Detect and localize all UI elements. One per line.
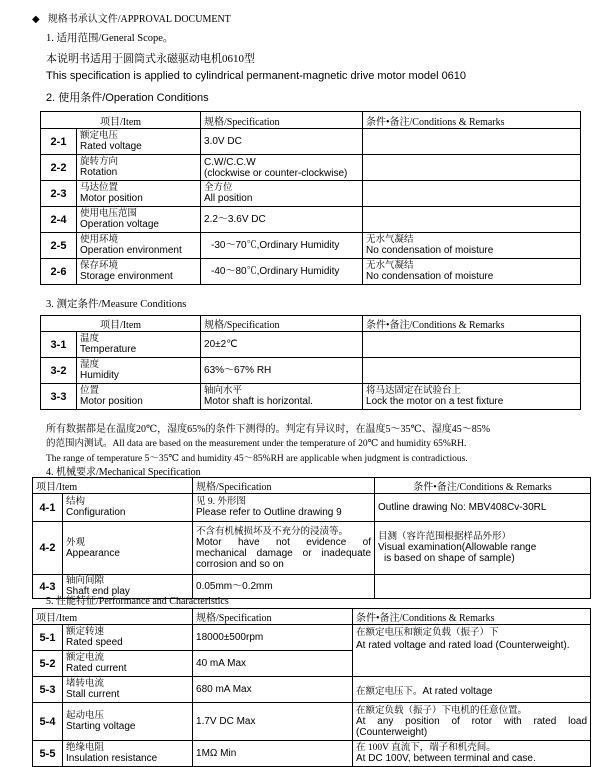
item-en: Operation voltage bbox=[80, 219, 159, 230]
remarks-cell bbox=[353, 625, 591, 677]
row-number: 5-5 bbox=[33, 741, 63, 767]
item-zh: 结构 bbox=[66, 497, 86, 507]
row-number: 4-2 bbox=[33, 522, 63, 575]
spec-line: Please refer to Outline drawing 9 bbox=[196, 507, 342, 518]
row-number: 5-1 bbox=[33, 625, 63, 651]
remarks-cell: Outline drawing No: MBV408Cv-30RL bbox=[375, 494, 591, 522]
row-number: 2-4 bbox=[41, 207, 77, 233]
performance-table bbox=[32, 608, 591, 767]
spec-cell: 1.7V DC Max bbox=[193, 703, 353, 741]
remarks-cell bbox=[363, 332, 581, 358]
measure-note-line-1: 所有数据都是在温度20℃，湿度65%的条件下测得的。判定有异议时，在温度5～35℃、湿度45～85% bbox=[46, 424, 491, 435]
header-item: 项目/Item bbox=[33, 478, 193, 494]
remarks-cell bbox=[353, 741, 591, 767]
spec-cell: -30～70℃,Ordinary Humidity bbox=[201, 233, 363, 259]
row-number: 4-1 bbox=[33, 494, 63, 522]
remarks-cell bbox=[353, 677, 591, 703]
header-remarks: 条件•备注/Conditions & Remarks bbox=[375, 478, 591, 494]
item-cell bbox=[77, 332, 201, 358]
item-en: Operation environment bbox=[80, 245, 182, 256]
remarks-en: At rated voltage bbox=[422, 685, 493, 697]
item-zh: 堵转电流 bbox=[66, 679, 105, 689]
bullet-icon: ◆ bbox=[32, 14, 40, 25]
header-spec: 规格/Specification bbox=[201, 316, 363, 332]
remarks-zh: 在额定负载（振子）下电机的任意位置。 bbox=[356, 705, 528, 716]
remarks-cell bbox=[353, 703, 591, 741]
header-remarks: 条件•备注/Conditions & Remarks bbox=[363, 316, 581, 332]
item-zh: 保存环境 bbox=[80, 261, 119, 271]
item-en: Motor position bbox=[80, 396, 143, 407]
remarks-zh: 在额定电压下。 bbox=[356, 686, 423, 697]
spec-cell: 680 mA Max bbox=[193, 677, 353, 703]
spec-cell: 20±2℃ bbox=[201, 332, 363, 358]
remarks-cell bbox=[363, 155, 581, 181]
remarks-cell bbox=[375, 575, 591, 599]
row-number: 3-1 bbox=[41, 332, 77, 358]
row-number: 2-1 bbox=[41, 129, 77, 155]
spec-line: Motor have not evidence of bbox=[196, 536, 372, 548]
header-item: 项目/Item bbox=[41, 316, 201, 332]
measure-note-line-2: 的范围内测试。All data are based on the measurement under the temperature of 20℃ and humidity 65%RH. bbox=[46, 439, 467, 449]
remarks-cell bbox=[363, 207, 581, 233]
spec-line: Motor shaft is horizontal. bbox=[204, 396, 313, 407]
spec-cell: 2.2～3.6V DC bbox=[201, 207, 363, 233]
item-zh: 额定电流 bbox=[66, 653, 105, 663]
remarks-en: Lock the motor on a test fixture bbox=[366, 396, 504, 407]
item-zh: 旋转方向 bbox=[80, 157, 119, 167]
remarks-cell bbox=[363, 129, 581, 155]
item-cell bbox=[77, 358, 201, 384]
header-item: 项目/Item bbox=[33, 609, 193, 625]
remarks-cell bbox=[363, 233, 581, 259]
item-cell bbox=[63, 703, 193, 741]
item-zh: 温度 bbox=[80, 334, 100, 344]
row-number: 5-2 bbox=[33, 651, 63, 677]
remarks-cell bbox=[363, 181, 581, 207]
header-item: 项目/Item bbox=[41, 112, 201, 129]
item-zh: 位置 bbox=[80, 386, 100, 396]
remarks-cell bbox=[363, 259, 581, 285]
header-remarks: 条件•备注/Conditions & Remarks bbox=[353, 609, 591, 625]
spec-cell: 1MΩ Min bbox=[193, 741, 353, 767]
row-number: 5-3 bbox=[33, 677, 63, 703]
spec-cell bbox=[201, 155, 363, 181]
spec-line: corrosion and so on bbox=[196, 558, 284, 570]
item-cell bbox=[63, 494, 193, 522]
remarks-line: Visual examination(Allowable range bbox=[378, 542, 537, 553]
item-cell bbox=[63, 522, 193, 575]
item-zh: 使用电压范围 bbox=[80, 209, 138, 219]
section-5-title: 5. 性能特征/Performance and Characteristics bbox=[46, 596, 229, 607]
item-en: Shaft end play bbox=[66, 586, 130, 597]
remarks-cell bbox=[375, 522, 591, 575]
header-spec: 规格/Specification bbox=[201, 112, 363, 129]
spec-zh: 见 9. 外形图 bbox=[196, 497, 246, 507]
item-cell bbox=[77, 233, 201, 259]
mechanical-spec-table bbox=[32, 477, 591, 599]
item-zh: 额定转速 bbox=[66, 627, 105, 637]
row-number: 3-2 bbox=[41, 358, 77, 384]
item-en: Starting voltage bbox=[66, 721, 136, 732]
spec-cell: 3.0V DC bbox=[201, 129, 363, 155]
item-en: Temperature bbox=[80, 344, 137, 355]
remarks-line: is based on shape of sample) bbox=[384, 553, 515, 564]
spec-line: C.W/C.C.W bbox=[204, 156, 256, 168]
item-zh: 马达位置 bbox=[80, 183, 119, 193]
spec-line: mechanical damage or inadequate bbox=[196, 547, 372, 559]
item-cell bbox=[77, 181, 201, 207]
item-zh: 外观 bbox=[66, 537, 86, 548]
item-en: Motor position bbox=[80, 193, 143, 204]
spec-cell bbox=[201, 384, 363, 410]
spec-cell: 40 mA Max bbox=[193, 651, 353, 677]
item-en: Configuration bbox=[66, 507, 126, 518]
item-cell bbox=[63, 625, 193, 651]
spec-cell: 18000±500rpm bbox=[193, 625, 353, 651]
item-en: Rated voltage bbox=[80, 141, 142, 152]
spec-zh: 轴向水平 bbox=[204, 386, 243, 396]
item-zh: 额定电压 bbox=[80, 131, 119, 141]
section-1-title: 1. 适用范围/General Scope。 bbox=[46, 33, 174, 44]
header-remarks: 条件•备注/Conditions & Remarks bbox=[363, 112, 581, 129]
item-en: Storage environment bbox=[80, 271, 173, 282]
row-number: 2-6 bbox=[41, 259, 77, 285]
section-1-en: This specification is applied to cylindrical permanent-magnetic drive motor model 0610 bbox=[46, 70, 467, 82]
item-en: Rated current bbox=[66, 663, 127, 674]
item-cell bbox=[63, 677, 193, 703]
operation-conditions-table bbox=[40, 111, 581, 285]
remarks-en: No condensation of moisture bbox=[366, 271, 494, 282]
remarks-en: At DC 100V, between terminal and case. bbox=[356, 753, 536, 764]
spec-cell: 0.05mm～0.2mm bbox=[193, 575, 375, 599]
spec-cell bbox=[201, 181, 363, 207]
measure-note-line-3: The range of temperature 5～35℃ and humidity 45～85%RH are applicable when judgment is contradictious. bbox=[46, 454, 468, 464]
spec-line: (clockwise or counter-clockwise) bbox=[204, 167, 348, 179]
item-en: Rotation bbox=[80, 167, 118, 178]
spec-line: All position bbox=[204, 193, 253, 204]
item-cell bbox=[63, 651, 193, 677]
section-2-title: 2. 使用条件/Operation Conditions bbox=[46, 92, 209, 104]
remarks-zh: 将马达固定在试验台上 bbox=[366, 386, 462, 396]
item-cell bbox=[77, 384, 201, 410]
remarks-en: At rated voltage and rated load (Counterweight). bbox=[356, 640, 570, 651]
item-en: Humidity bbox=[80, 370, 119, 381]
doc-header bbox=[32, 10, 231, 25]
item-cell bbox=[77, 259, 201, 285]
remarks-cell bbox=[363, 384, 581, 410]
row-number: 3-3 bbox=[41, 384, 77, 410]
item-zh: 轴向间隙 bbox=[66, 576, 105, 586]
spec-zh: 全方位 bbox=[204, 183, 233, 193]
item-zh: 使用环境 bbox=[80, 235, 119, 245]
remarks-en: No condensation of moisture bbox=[366, 245, 494, 256]
remarks-zh: 在 100V 直流下，端子和机壳间。 bbox=[356, 743, 496, 753]
item-en: Insulation resistance bbox=[66, 753, 158, 764]
row-number: 2-5 bbox=[41, 233, 77, 259]
remarks-zh: 无水气凝结 bbox=[366, 261, 414, 271]
section-1-zh: 本说明书适用于圆筒式永磁驱动电机0610型 bbox=[46, 53, 255, 65]
header-spec: 规格/Specification bbox=[193, 609, 353, 625]
item-zh: 湿度 bbox=[80, 360, 100, 370]
item-en: Stall current bbox=[66, 689, 120, 700]
remarks-zh: 无水气凝结 bbox=[366, 235, 414, 245]
section-3-title: 3. 测定条件/Measure Conditions bbox=[46, 299, 187, 310]
remarks-line: At any position of rotor with rated load bbox=[356, 715, 588, 727]
header-spec: 规格/Specification bbox=[193, 478, 375, 494]
row-number: 4-3 bbox=[33, 575, 63, 599]
item-cell bbox=[77, 129, 201, 155]
spec-cell: -40～80℃,Ordinary Humidity bbox=[201, 259, 363, 285]
item-cell bbox=[77, 207, 201, 233]
item-en: Rated speed bbox=[66, 637, 123, 648]
row-number: 2-3 bbox=[41, 181, 77, 207]
remarks-zh: 在额定电压和额定负载（振子）下 bbox=[356, 628, 499, 638]
spec-zh: 不含有机械损坏及不充分的浸渍等。 bbox=[196, 526, 349, 537]
section-4-title: 4. 机械要求/Mechanical Specification bbox=[46, 467, 201, 478]
item-cell bbox=[77, 155, 201, 181]
remarks-cell bbox=[363, 358, 581, 384]
item-zh: 绝缘电阻 bbox=[66, 743, 105, 753]
doc-title: 规格书承认文件/APPROVAL DOCUMENT bbox=[47, 14, 231, 25]
item-en: Appearance bbox=[66, 547, 120, 559]
row-number: 5-4 bbox=[33, 703, 63, 741]
remarks-line: (Counterweight) bbox=[356, 726, 428, 738]
item-zh: 起动电压 bbox=[66, 711, 105, 721]
spec-cell bbox=[193, 494, 375, 522]
row-number: 2-2 bbox=[41, 155, 77, 181]
measure-conditions-table bbox=[40, 315, 581, 410]
spec-cell: 63%～67% RH bbox=[201, 358, 363, 384]
item-cell bbox=[63, 741, 193, 767]
remarks-zh: 目测（容许范围根据样品外形） bbox=[378, 532, 512, 542]
spec-cell bbox=[193, 522, 375, 575]
